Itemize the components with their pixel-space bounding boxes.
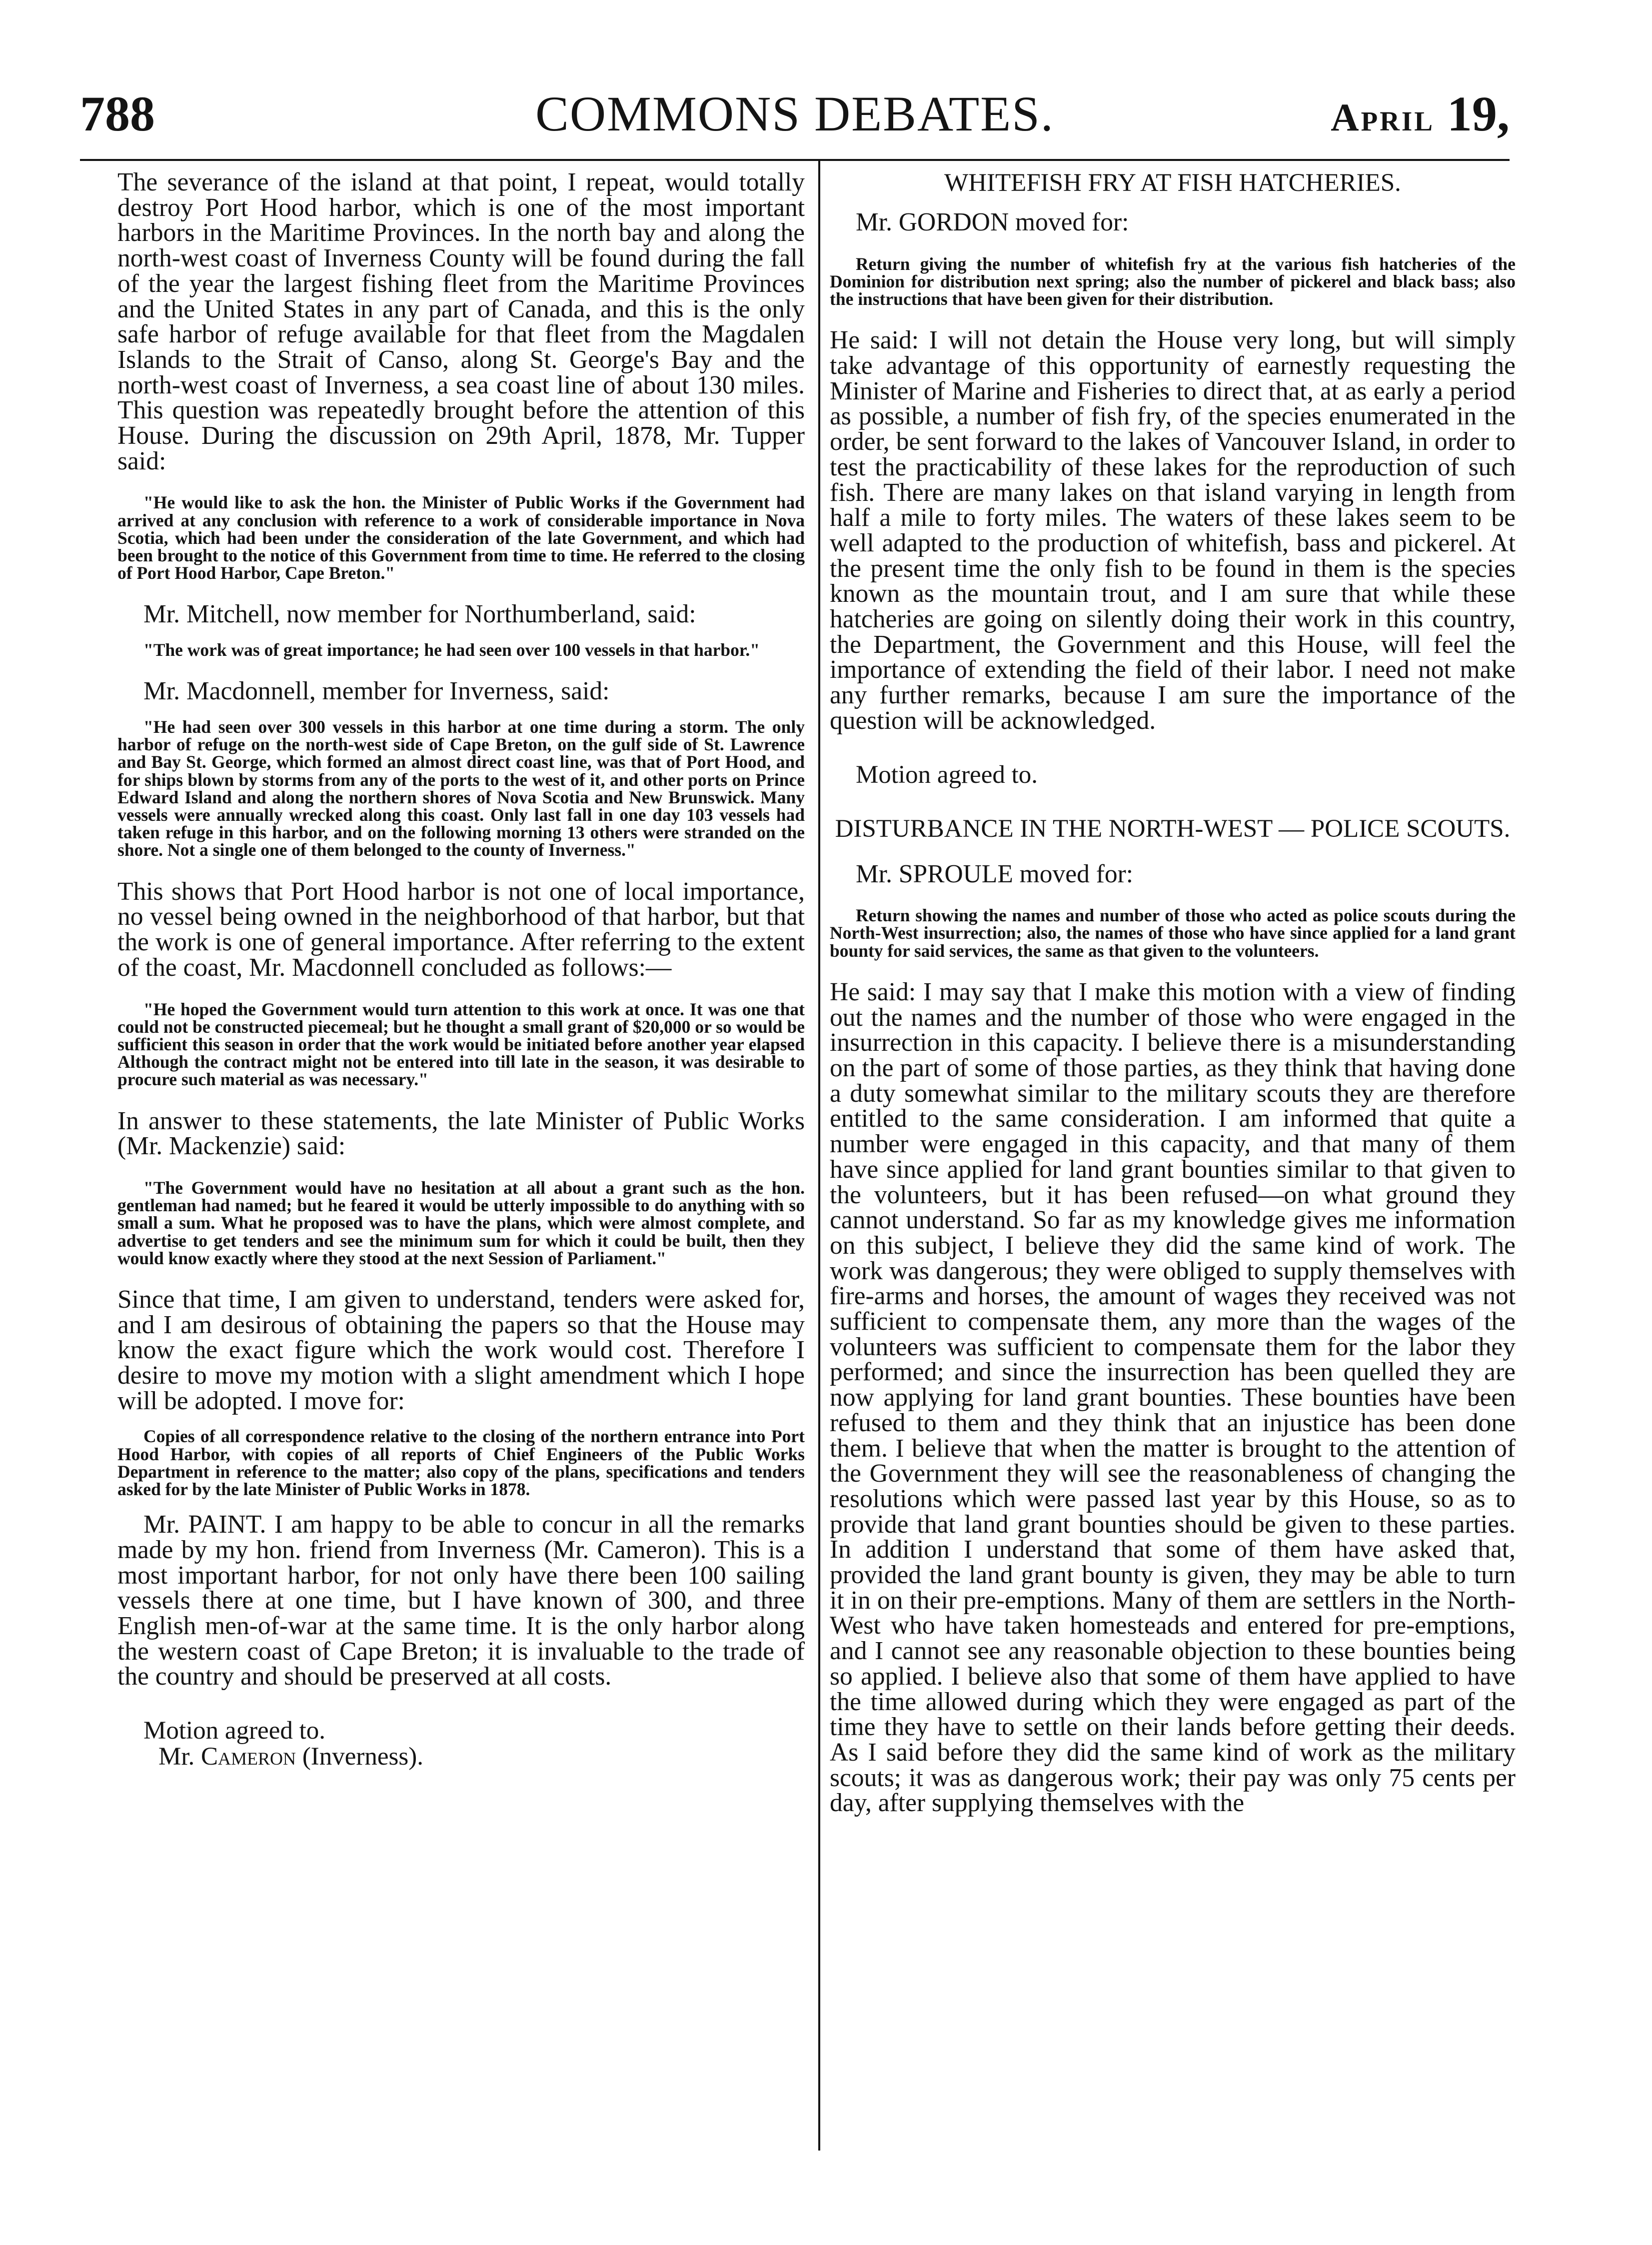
paragraph: This shows that Port Hood harbor is not one of local importance, no vessel being owned in the neighborhood of that harbor, but that the work is one of general importance. After referring to the extent of the coast, Mr. Macdonnell concluded as follows:— (117, 877, 805, 982)
speaker-line: Mr. Mitchell, now member for Northumberland, said: (143, 600, 696, 629)
left-column (117, 170, 805, 1770)
page-title: COMMONS DEBATES. (535, 86, 1054, 141)
page-date-month: April (1331, 95, 1435, 139)
next-speaker-riding: (Inverness). (302, 1743, 423, 1771)
quotation: "The Government would have no hesitation at all about a grant such as the hon. gentleman had named; but he feared it would be utterly impossible to do anything with so small a sum. What he proposed was to have the plans, which were almost complete, and advertise to get tenders and see the minimum sum for which it could be built, then they would know exactly where they stood at the next Session of Parliament." (117, 1177, 805, 1268)
motion-agreed: Motion agreed to. (856, 760, 1038, 789)
quotation: "He hoped the Government would turn attention to this work at once. It was one that could not be constructed piecemeal; but he thought a small grant of $20,000 or so would be sufficient this season in order that the work would be initiated before another year elapsed Although the contract might not be entered into till late in the season, it was desirable to procure such material as was necessary." (117, 999, 805, 1090)
paragraph: In answer to these statements, the late Minister of Public Works (Mr. Mackenzie) said: (117, 1106, 805, 1161)
quotation: "He would like to ask the hon. the Minister of Public Works if the Government had arrived at any conclusion with reference to a work of considerable importance in Nova Scotia, which had been under the consideration of the late Government, and which had been brought to the notice of this Government from time to time. He referred to the closing of Port Hood Harbor, Cape Breton." (117, 492, 805, 583)
column-divider (818, 161, 820, 2151)
quotation: "The work was of great importance; he had seen over 100 vessels in that harbor." (143, 640, 760, 660)
speaker-line: Mr. Macdonnell, member for Inverness, said: (143, 677, 610, 706)
motion-text: Return showing the names and number of those who acted as police scouts during the North-West insurrection; also, the names of those who have since applied for a land grant bounty for said services, the same as that given to the volunteers. (830, 905, 1516, 961)
paragraph: He said: I may say that I make this motion with a view of finding out the names and the number of those who were engaged in the insurrection in this capacity. I believe there is a misunderstanding on the part of some of those parties, as they think that having done a duty somewhat similar to the military scouts they are therefore entitled to the same consideration. I am informed that quite a number were engaged in this capacity, and that many of them have since applied for land grant bounties similar to that given to the volunteers, but it has been refused—on what ground they cannot understand. So far as my knowledge gives me information on this subject, I believe they did the same kind of work. The work was dangerous; they were obliged to supply themselves with fire-arms and horses, the amount of wages they received was not sufficient to compensate them, any more than the wages of the volunteers was sufficient to compensate them for the labor they performed; and since the insurrection has been quelled they are now applying for land grant bounties. These bounties have been refused to them and they think that an injustice has been done them. I believe that when the matter is brought to the attention of the Government they will see the reasonableness of changing the resolutions which were passed last year by this House, so as to provide that land grant bounties should be given to these parties. In addition I understand that some of them have asked that, provided the land grant bounty is given, they may be able to turn it in on their pre-emptions. Many of them are settlers in the North-West who have taken homesteads and entered for pre-emptions, and I cannot see any reasonable objection to these bounties being so applied. I believe also that some of them have applied to have the time allowed during which they were engaged as part of the time they have to settle on their lands before getting their deeds. As I said before they did the same kind of work as the military scouts; it was as dangerous work; their pay was only 75 cents per day, after supplying themselves with the (830, 977, 1516, 1818)
page-header (80, 85, 1510, 160)
paragraph: Mr. PAINT. I am happy to be able to concur in all the remarks made by my hon. friend from Inverness (Mr. Cameron). This is a most important harbor, for not only have there been 100 sailing vessels there at one time, but I have known of 300, and three English men-of-war at the same time. It is the only harbor along the western coast of Cape Breton; it is invaluable to the trade of the country and should be preserved at all costs. (117, 1510, 805, 1691)
page-date-day: 19, (1447, 86, 1510, 141)
paragraph: Since that time, I am given to understand, tenders were asked for, and I am desirous of obtaining the papers so that the House may know the exact figure which the work would cost. Therefore I desire to move my motion with a slight amendment which I hope will be adopted. I move for: (117, 1285, 805, 1415)
section-heading: DISTURBANCE IN THE NORTH-WEST — POLICE SCOUTS. (835, 814, 1511, 843)
header-rule (80, 159, 1510, 161)
right-column (830, 170, 1516, 1816)
motion-text: Copies of all correspondence relative to the closing of the northern entrance into Port Hood Harbor, with copies of all reports of Chief Engineers of the Public Works Department in reference to the matter; also copy of the plans, specifications and tenders asked for by the late Minister of Public Works in 1878. (117, 1426, 805, 1500)
mover-line: Mr. GORDON moved for: (856, 208, 1129, 236)
mover-line: Mr. SPROULE moved for: (856, 859, 1134, 888)
paragraph: He said: I will not detain the House very long, but will simply take advantage of this opportunity of earnestly requesting the Minister of Marine and Fisheries to direct that, at as early a period as possible, a number of fish fry, of the species enumerated in the order, be sent forward to the lakes of Vancouver Island, in order to test the practicability of these lakes for the reproduction of such fish. There are many lakes on that island varying in length from half a mile to forty miles. The waters of these lakes seem to be well adapted to the production of whitefish, bass and pickerel. At the present time the only fish to be found in them is the species known as the mountain trout, and I am sure that while these hatcheries are going on silently doing their work in this country, the Department, the Government and this House, will feel the importance of extending the field of their labor. I need not make any further remarks, because I am sure the importance of the question will be acknowledged. (830, 326, 1516, 735)
motion-text: Return giving the number of whitefish fry at the various fish hatcheries of the Dominion for distribution next spring; also the number of pickerel and black bass; also the instructions that have been given for their distribution. (830, 253, 1516, 309)
next-speaker-title: Mr. (158, 1743, 195, 1771)
motion-agreed: Motion agreed to. (143, 1717, 325, 1745)
section-heading: WHITEFISH FRY AT FISH HATCHERIES. (944, 169, 1401, 197)
quotation: "He had seen over 300 vessels in this harbor at one time during a storm. The only harbor of refuge on the north-west side of Cape Breton, on the gulf side of St. Lawrence and Bay St. George, which formed an almost direct coast line, was that of Port Hood, and for ships blown by storms from any of the ports to the west of it, and other ports on Prince Edward Island and along the northern shores of Nova Scotia and New Brunswick. Many vessels were annually wrecked along this coast. Only last fall in one day 103 vessels had taken refuge in this harbor, and on the following morning 13 others were stranded on the shore. Not a single one of them belonged to the county of Inverness." (117, 717, 805, 860)
next-speaker-name: Cameron (201, 1743, 296, 1771)
next-speaker (117, 1744, 805, 1770)
paragraph: The severance of the island at that point, I repeat, would totally destroy Port Hood harbor, which is one of the most important harbors in the Maritime Provinces. In the north bay and along the north-west coast of Inverness County will be found during the fall of the year the largest fishing fleet from the Maritime Provinces and the United States in any part of Canada, and this is the only safe harbor of refuge available for that fleet from the Magdalen Islands to the Strait of Canso, along St. George's Bay and the north-west coast of Inverness, a sea coast line of about 130 miles. This question was repeatedly brought before the attention of this House. During the discussion on 29th April, 1878, Mr. Tupper said: (117, 168, 805, 475)
page-date (1331, 85, 1510, 142)
page-number: 788 (80, 86, 155, 141)
